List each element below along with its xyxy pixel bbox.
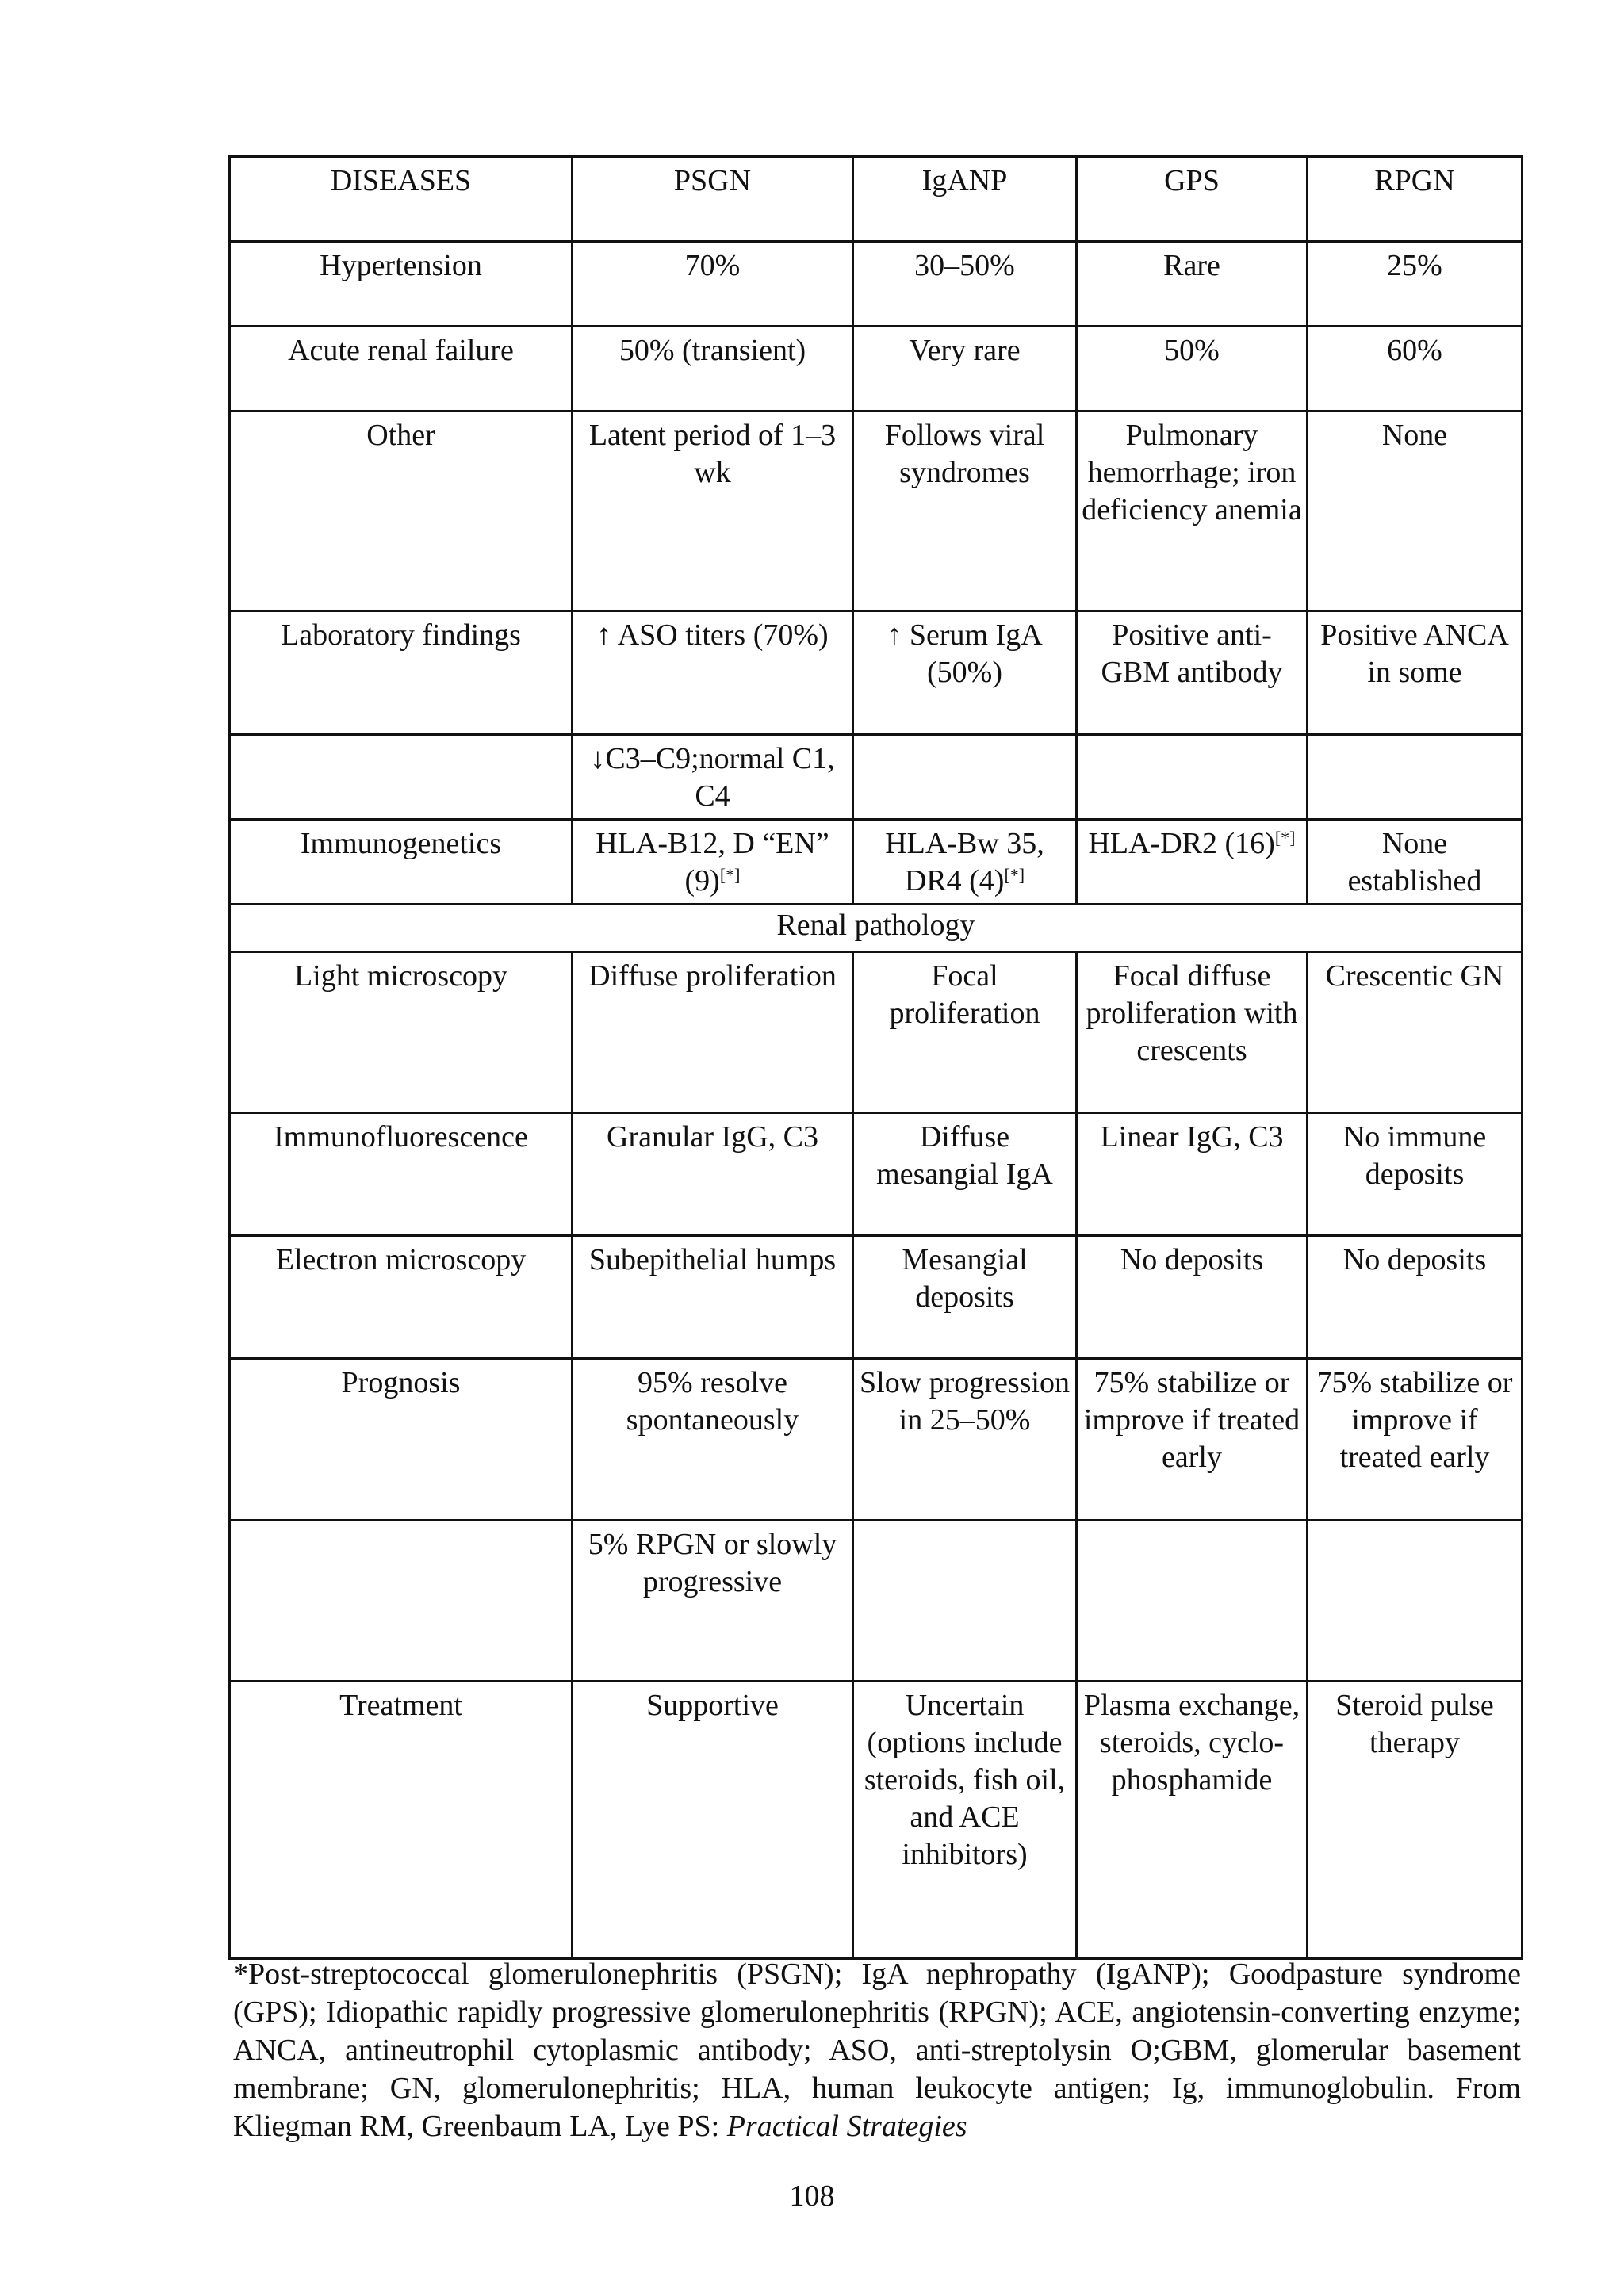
table-cell: 95% resolve spontaneously xyxy=(573,1359,853,1521)
footnote-italic-title: Practical Strategies xyxy=(726,2110,967,2143)
table-row xyxy=(230,735,1522,820)
cell-text: HLA-Bw 35, DR4 (4) xyxy=(885,827,1044,897)
table-header-cell: DISEASES xyxy=(230,157,573,242)
section-heading-renal-pathology: Renal pathology xyxy=(230,905,1522,952)
table-cell: 25% xyxy=(1308,242,1522,327)
table-row xyxy=(230,327,1522,411)
row-label: Treatment xyxy=(230,1682,573,1959)
table-cell: 50% xyxy=(1077,327,1308,411)
table-cell: Pulmonary hemorrhage; iron deficiency anemia xyxy=(1077,411,1308,611)
table-cell: No deposits xyxy=(1308,1236,1522,1359)
table-row xyxy=(230,1236,1522,1359)
table-cell: Linear IgG, C3 xyxy=(1077,1113,1308,1236)
table-cell xyxy=(853,735,1077,820)
table-cell: Steroid pulse therapy xyxy=(1308,1682,1522,1959)
table-cell: Focal proliferation xyxy=(853,952,1077,1113)
footnote-marker: [*] xyxy=(1274,828,1296,848)
table-cell xyxy=(853,1521,1077,1682)
table-cell: None xyxy=(1308,411,1522,611)
row-label: Acute renal failure xyxy=(230,327,573,411)
table-cell: ↑ Serum IgA (50%) xyxy=(853,611,1077,735)
table-cell: 70% xyxy=(573,242,853,327)
row-label: Other xyxy=(230,411,573,611)
table-cell: Diffuse mesangial IgA xyxy=(853,1113,1077,1236)
table-row xyxy=(230,820,1522,905)
table-header-cell: PSGN xyxy=(573,157,853,242)
table-cell: No deposits xyxy=(1077,1236,1308,1359)
table-cell: Diffuse proliferation xyxy=(573,952,853,1113)
table-cell: Very rare xyxy=(853,327,1077,411)
table-row xyxy=(230,952,1522,1113)
footnote-marker: [*] xyxy=(719,865,741,885)
table-cell xyxy=(1077,1521,1308,1682)
row-label: Light microscopy xyxy=(230,952,573,1113)
table-cell xyxy=(1308,735,1522,820)
table-cell: 75% stabilize or improve if treated early xyxy=(1077,1359,1308,1521)
table-cell: ↓C3–C9;normal C1, C4 xyxy=(573,735,853,820)
table-row xyxy=(230,242,1522,327)
table-cell xyxy=(853,820,1077,905)
row-label: Immunofluorescence xyxy=(230,1113,573,1236)
table-cell: Follows viral syndromes xyxy=(853,411,1077,611)
table-cell xyxy=(1077,735,1308,820)
table-cell: No immune deposits xyxy=(1308,1113,1522,1236)
table-row xyxy=(230,1521,1522,1682)
table-row xyxy=(230,411,1522,611)
table-cell: Supportive xyxy=(573,1682,853,1959)
row-label xyxy=(230,735,573,820)
table-header-cell: IgANP xyxy=(853,157,1077,242)
table-cell xyxy=(1308,1521,1522,1682)
table-cell: Granular IgG, C3 xyxy=(573,1113,853,1236)
table-cell: Positive ANCA in some xyxy=(1308,611,1522,735)
row-label: Immunogenetics xyxy=(230,820,573,905)
table-cell: Rare xyxy=(1077,242,1308,327)
row-label xyxy=(230,1521,573,1682)
footnote-text: *Post-streptococcal glomerulonephritis (PSGN); IgA nephropathy (IgANP); Goodpasture syndrome (GPS); Idiopathic rapidly progressive glomerulonephritis (RPGN); ACE, angiotensin-converting enzyme; ANCA, antineutrophil cytoplasmic antibody; ASO, anti-streptolysin O;GBM, glomerular basement membrane; GN, glomerulonephritis; HLA, human leukocyte antigen; Ig, immunoglobulin. From Kliegman RM, Greenbaum LA, Lye PS: xyxy=(233,1957,1521,2143)
table-cell: ↑ ASO titers (70%) xyxy=(573,611,853,735)
row-label: Hypertension xyxy=(230,242,573,327)
table-header-cell: GPS xyxy=(1077,157,1308,242)
table-cell: Slow progression in 25–50% xyxy=(853,1359,1077,1521)
table-footnote xyxy=(233,1955,1521,2145)
table-row xyxy=(230,1682,1522,1959)
table-cell: 60% xyxy=(1308,327,1522,411)
table-cell xyxy=(1077,820,1308,905)
cell-text: HLA-DR2 (16) xyxy=(1088,827,1275,860)
row-label: Electron microscopy xyxy=(230,1236,573,1359)
cell-text: HLA-B12, D “EN” (9) xyxy=(596,827,829,897)
table-cell: Subepithelial humps xyxy=(573,1236,853,1359)
table-cell: Crescentic GN xyxy=(1308,952,1522,1113)
footnote-marker: [*] xyxy=(1004,865,1025,885)
table-row xyxy=(230,1113,1522,1236)
row-label: Laboratory findings xyxy=(230,611,573,735)
table-cell: 50% (transient) xyxy=(573,327,853,411)
table-cell: Plasma exchange, steroids, cyclo-phosphamide xyxy=(1077,1682,1308,1959)
table-cell: Uncertain (options include steroids, fish oil, and ACE inhibitors) xyxy=(853,1682,1077,1959)
table-cell: Positive anti-GBM antibody xyxy=(1077,611,1308,735)
table-cell: 30–50% xyxy=(853,242,1077,327)
table-cell: None established xyxy=(1308,820,1522,905)
table-cell: 75% stabilize or improve if treated early xyxy=(1308,1359,1522,1521)
disease-comparison-table xyxy=(228,155,1523,1960)
table-header-row xyxy=(230,157,1522,242)
row-label: Prognosis xyxy=(230,1359,573,1521)
table-cell: Mesangial deposits xyxy=(853,1236,1077,1359)
table-cell: 5% RPGN or slowly progressive xyxy=(573,1521,853,1682)
table-row xyxy=(230,611,1522,735)
table-row xyxy=(230,1359,1522,1521)
table-cell: Latent period of 1–3 wk xyxy=(573,411,853,611)
table-header-cell: RPGN xyxy=(1308,157,1522,242)
table-cell: Focal diffuse proliferation with crescents xyxy=(1077,952,1308,1113)
table-cell xyxy=(573,820,853,905)
page-number: 108 xyxy=(789,2179,835,2213)
section-row xyxy=(230,905,1522,952)
